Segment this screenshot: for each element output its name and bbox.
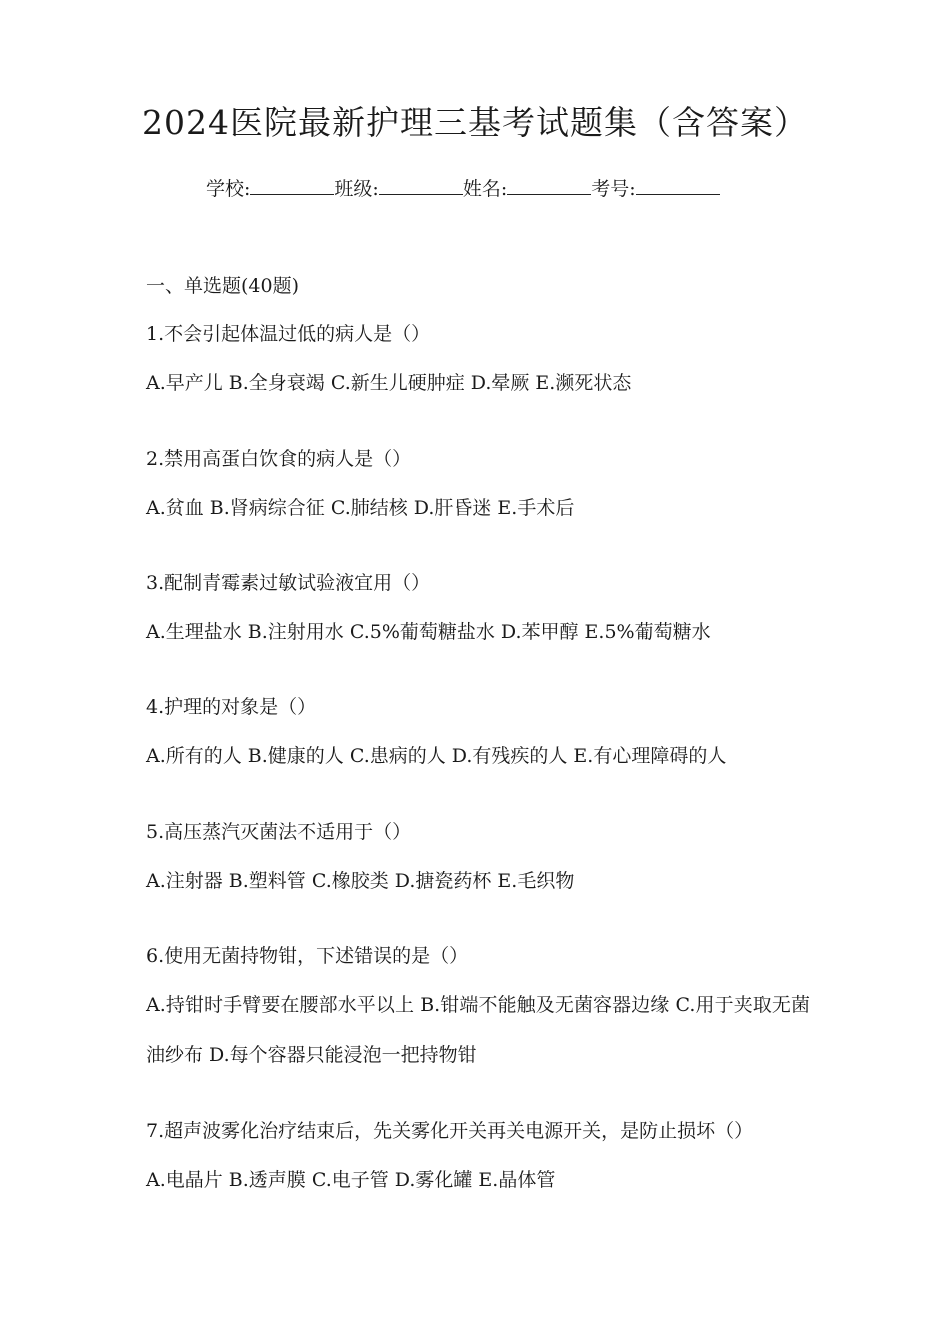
question-options: A.注射器 B.塑料管 C.橡胶类 D.搪瓷药杯 E.毛织物 — [146, 870, 575, 892]
class-blank[interactable] — [379, 170, 463, 195]
question-stem: 3.配制青霉素过敏试验液宜用（） — [146, 572, 431, 594]
question-item — [146, 940, 810, 1080]
exam-number-label: 考号: — [591, 178, 636, 200]
question-stem: 6.使用无菌持物钳，下述错误的是（） — [146, 945, 469, 967]
question-options: A.所有的人 B.健康的人 C.患病的人 D.有残疾的人 E.有心理障碍的人 — [146, 745, 727, 767]
student-info-line — [206, 170, 720, 206]
school-blank[interactable] — [250, 170, 334, 195]
name-label: 姓名: — [462, 178, 508, 200]
question-options: A.生理盐水 B.注射用水 C.5%葡萄糖盐水 D.苯甲醇 E.5%葡萄糖水 — [146, 621, 711, 643]
question-stem: 2.禁用高蛋白饮食的病人是（） — [146, 448, 412, 470]
question-stem: 1.不会引起体温过低的病人是（） — [146, 323, 431, 345]
document-title: 2024医院最新护理三基考试题集（含答案） — [142, 103, 808, 142]
school-label: 学校: — [206, 178, 251, 200]
name-blank[interactable] — [507, 170, 591, 195]
class-label: 班级: — [334, 178, 379, 200]
question-options: A.贫血 B.肾病综合征 C.肺结核 D.肝昏迷 E.手术后 — [146, 497, 575, 519]
question-stem: 7.超声波雾化治疗结束后，先关雾化开关再关电源开关，是防止损坏（） — [146, 1120, 754, 1142]
question-item — [146, 443, 810, 524]
section-header: 一、单选题(40题) — [146, 275, 300, 297]
question-item — [146, 318, 810, 399]
question-stem: 5.高压蒸汽灭菌法不适用于（） — [146, 821, 412, 843]
question-item — [146, 816, 810, 897]
exam-number-blank[interactable] — [636, 170, 720, 195]
question-options: A.持钳时手臂要在腰部水平以上 B.钳端不能触及无菌容器边缘 C.用于夹取无菌油纱布 D.每个容器只能浸泡一把持物钳 — [146, 994, 810, 1066]
question-item — [146, 1115, 810, 1196]
question-options: A.电晶片 B.透声膜 C.电子管 D.雾化罐 E.晶体管 — [146, 1169, 556, 1191]
question-stem: 4.护理的对象是（） — [146, 696, 317, 718]
question-item — [146, 691, 810, 772]
question-options: A.早产儿 B.全身衰竭 C.新生儿硬肿症 D.晕厥 E.濒死状态 — [146, 372, 632, 394]
question-item — [146, 567, 810, 648]
